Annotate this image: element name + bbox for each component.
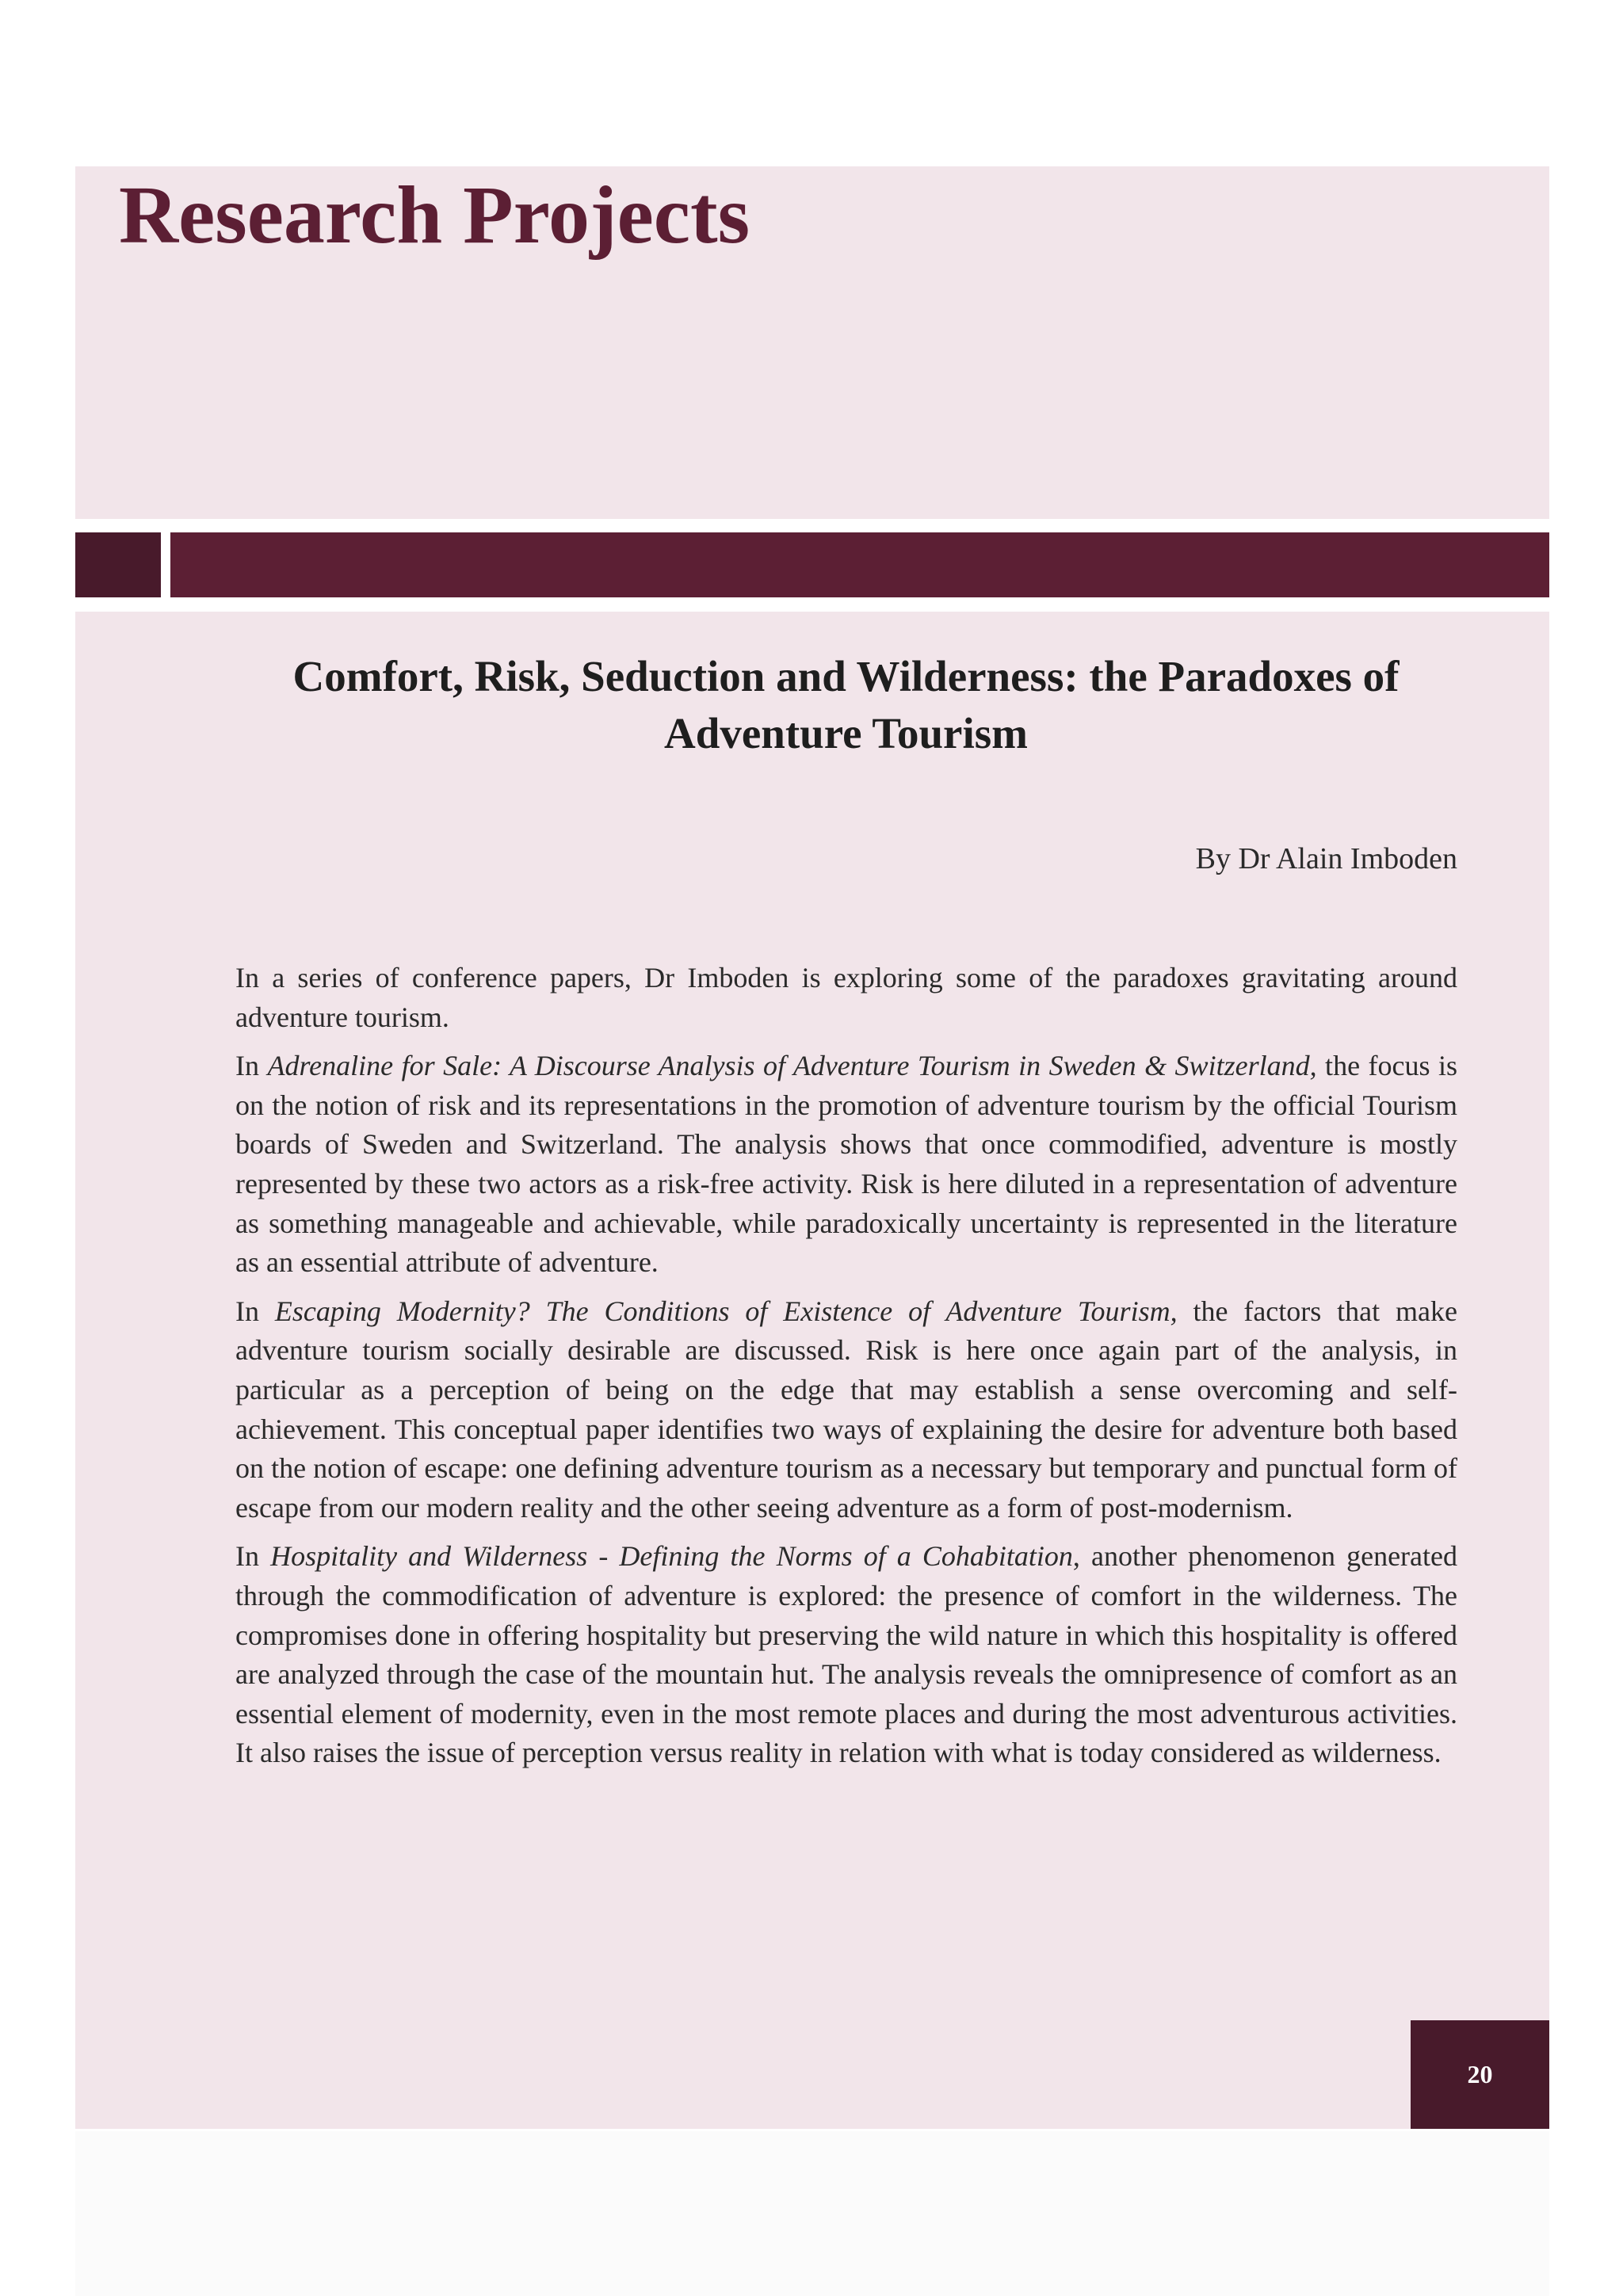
- paper-title: Adrenaline for Sale: A Discourse Analysis of Adventure Tourism in Sweden & Switzerland,: [267, 1050, 1317, 1082]
- paragraph-lead: In: [235, 1540, 271, 1573]
- paper-title: Hospitality and Wilderness - Defining the Norms of a Cohabitation: [270, 1540, 1073, 1573]
- paragraph-escaping: [235, 1292, 1457, 1528]
- footer-strip: [75, 2131, 1549, 2296]
- header-bar-square: [75, 532, 161, 597]
- article-byline: By Dr Alain Imboden: [1195, 842, 1457, 875]
- paragraph-intro: [235, 959, 1457, 1037]
- article-title: Comfort, Risk, Seduction and Wilderness: the Paradoxes of Adventure Tourism: [292, 652, 1400, 757]
- paragraph-adrenaline: [235, 1047, 1457, 1283]
- article-body: [235, 959, 1457, 1783]
- paragraph-text: In a series of conference papers, Dr Imboden is exploring some of the paradoxes gravitating around adventure tourism.: [235, 962, 1457, 1033]
- paragraph-hospitality: [235, 1537, 1457, 1773]
- page-number: 20: [1467, 2060, 1493, 2088]
- paper-title: Escaping Modernity? The Conditions of Existence of Adventure Tourism,: [274, 1295, 1178, 1327]
- paragraph-text: the factors that make adventure tourism socially desirable are discussed. Risk is here once again part of the analysis, in particular as a perception of being on the edge that may establish a sense overcoming and self-achievement. This conceptual paper identifies two ways of explaining the desire for adventure both based on the notion of escape: one defining adventure tourism as a necessary but temporary and punctual form of escape from our modern reality and the other seeing adventure as a form of post-modernism.: [235, 1295, 1457, 1524]
- page-number-box: [1411, 2020, 1549, 2129]
- paragraph-lead: In: [235, 1050, 268, 1082]
- paragraph-text: the focus is on the notion of risk and its representations in the promotion of adventure tourism by the official Tourism boards of Sweden and Switzerland. The analysis shows that once commodified, adventure is mostly represented by these two actors as a risk-free activity. Risk is here diluted in a representation of adventure as something manageable and achievable, while paradoxically uncertainty is represented in the literature as an essential attribute of adventure.: [235, 1050, 1457, 1279]
- paragraph-lead: In: [235, 1295, 275, 1327]
- paragraph-text: , another phenomenon generated through the commodification of adventure is explored: the presence of comfort in the wilderness. The compromises done in offering hospitality but preserving the wild nature in which this hospitality is offered are analyzed through the case of the mountain hut. The analysis reveals the omnipresence of comfort as an essential element of modernity, even in the most remote places and during the most adventurous activities. It also raises the issue of perception versus reality in relation with what is today considered as wilderness.: [235, 1540, 1457, 1769]
- page-title: Research Projects: [119, 170, 750, 261]
- header-bar: [170, 532, 1549, 597]
